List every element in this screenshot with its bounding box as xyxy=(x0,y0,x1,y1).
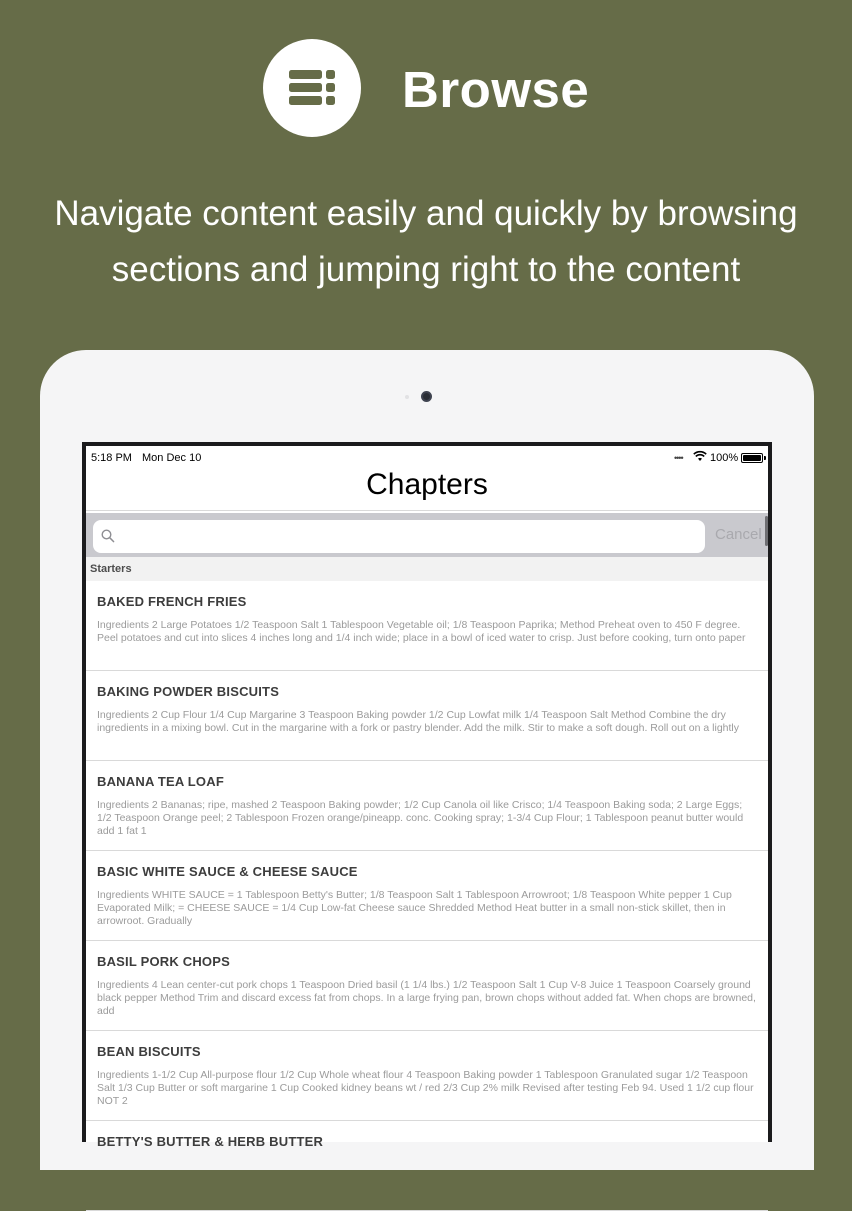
list-item[interactable] xyxy=(86,851,768,941)
list-sections-icon xyxy=(287,68,337,108)
item-description: Ingredients 2 Cup Flour 1/4 Cup Margarine 3 Teaspoon Baking powder 1/2 Cup Lowfat milk 1/4 Teaspoon Salt Method Combine the dry ingredients in a mixing bowl. Cut in the margarine with a fork or pastry blender. Add the milk. Stir to make a soft dough. Roll out on a lightly xyxy=(97,709,739,734)
hero-subtitle-line-1: Navigate content easily and quickly by browsing xyxy=(54,194,798,233)
sensor-dot xyxy=(405,395,409,399)
hero-title: Browse xyxy=(402,61,590,118)
status-time: 5:18 PM xyxy=(91,452,132,464)
search-bar xyxy=(86,513,768,557)
search-icon xyxy=(101,529,115,543)
signal-icon: •••• xyxy=(674,453,683,463)
battery-tip xyxy=(764,456,766,460)
app-screen xyxy=(82,442,772,1149)
cancel-button[interactable]: Cancel xyxy=(715,526,762,543)
list-item[interactable] xyxy=(86,761,768,851)
hero-subtitle-line-2: sections and jumping right to the content xyxy=(111,250,741,289)
battery-percent: 100% xyxy=(710,452,739,464)
status-bar xyxy=(86,446,768,468)
status-date: Mon Dec 10 xyxy=(142,452,202,464)
battery-icon xyxy=(741,453,763,463)
item-description: Ingredients 2 Bananas; ripe, mashed 2 Teaspoon Baking powder; 1/2 Cup Canola oil like Crisco; 1/4 Teaspoon Baking soda; 2 Large Eggs; 1/2 Teaspoon Orange peel; 2 Tablespoon Frozen orange/pineapp. conc. Cooking spray; 1-3/4 Cup Flour; 1 Tablespoon peanut butter would add 1 fat 1 xyxy=(97,799,744,837)
page-title: Chapters xyxy=(366,468,488,501)
item-description: Ingredients 4 Lean center-cut pork chops 1 Teaspoon Dried basil (1 1/4 lbs.) 1/2 Teaspoon Salt 1 Cup V-8 Juice 1 Teaspoon Coarsely ground black pepper Method Trim and discard excess fat from chops. In a large frying pan, brown chops without added fat. When chops are browned, add xyxy=(97,979,756,1017)
item-title: BASIC WHITE SAUCE & CHEESE SAUCE xyxy=(97,864,358,879)
browse-logo xyxy=(263,39,361,137)
list-item[interactable] xyxy=(86,671,768,761)
navbar-divider xyxy=(86,510,768,511)
item-description: Ingredients WHITE SAUCE = 1 Tablespoon Betty's Butter; 1/8 Teaspoon Salt 1 Tablespoon Arrowroot; 1/8 Teaspoon White pepper 1 Cup Evaporated Milk; = CHEESE SAUCE = 1/4 Cup Low-fat Cheese sauce Shredded Method Heat butter in a small non-stick skillet, then in arrowroot. Gradually xyxy=(97,889,732,927)
item-description: Ingredients 2 Large Potatoes 1/2 Teaspoon Salt 1 Tablespoon Vegetable oil; 1/8 Teaspoon Paprika; Method Preheat oven to 450 F degree. Peel potatoes and cut into slices 4 inches long and 1/4 inch wide; place in a bowl of iced water to crisp. Just before cooking, turn onto paper xyxy=(97,619,746,644)
list-item[interactable] xyxy=(86,1121,768,1211)
item-title: BASIL PORK CHOPS xyxy=(97,954,230,969)
search-input[interactable] xyxy=(121,520,701,553)
item-title: BAKING POWDER BISCUITS xyxy=(97,684,280,699)
list-item[interactable] xyxy=(86,941,768,1031)
item-title: BEAN BISCUITS xyxy=(97,1044,201,1059)
wifi-icon xyxy=(693,450,707,462)
item-title: BETTY'S BUTTER & HERB BUTTER xyxy=(97,1134,324,1149)
section-header: Starters xyxy=(86,557,768,581)
list-item[interactable] xyxy=(86,581,768,671)
hero-subtitle xyxy=(0,186,852,298)
item-title: BANANA TEA LOAF xyxy=(97,774,224,789)
search-field[interactable] xyxy=(93,520,705,553)
chapter-list xyxy=(86,581,768,1211)
scroll-indicator xyxy=(765,516,768,546)
item-title: BAKED FRENCH FRIES xyxy=(97,594,247,609)
list-item[interactable] xyxy=(86,1031,768,1121)
item-description: Ingredients 1-1/2 Cup All-purpose flour 1/2 Cup Whole wheat flour 4 Teaspoon Baking powder 1 Tablespoon Granulated sugar 1/2 Teaspoon Salt 1/3 Cup Butter or soft margarine 1 Cup Cooked kidney beans wt / red 2/3 Cup 2% milk Revised after testing Feb 94. Used 1 1/2 cup flour NOT 2 xyxy=(97,1069,754,1107)
front-camera xyxy=(421,391,432,402)
